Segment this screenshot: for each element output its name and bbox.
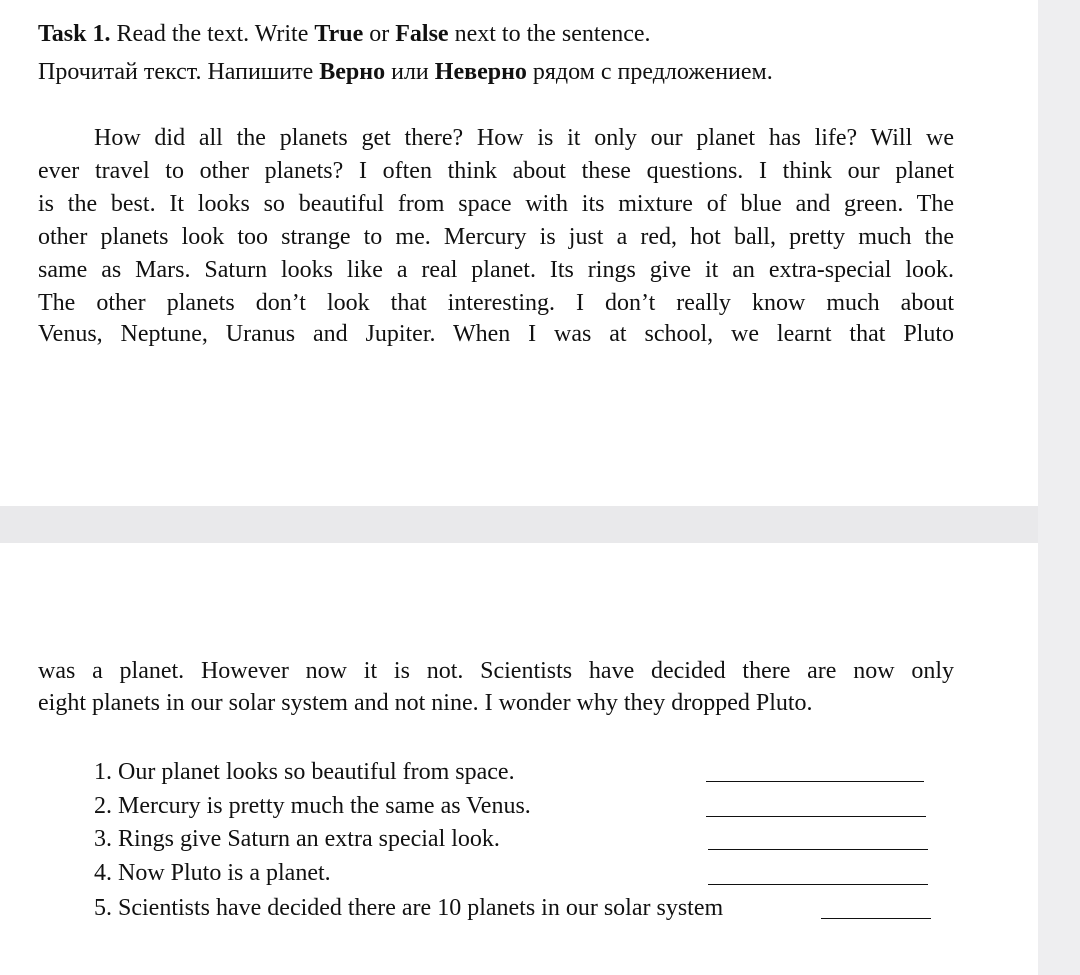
question-1: 1. Our planet looks so beautiful from space. <box>94 759 515 785</box>
answer-blank-5[interactable] <box>821 918 931 919</box>
passage-line: Venus, Neptune, Uranus and Jupiter. When I was at school, we learnt that Pluto <box>38 321 954 347</box>
document-page-1 <box>0 0 1038 506</box>
document-page-2 <box>0 543 1038 975</box>
passage-line: other planets look too strange to me. Mercury is just a red, hot ball, pretty much the <box>38 224 954 250</box>
question-4: 4. Now Pluto is a planet. <box>94 860 331 886</box>
instruction-english: Task 1. Read the text. Write True or False next to the sentence. <box>38 21 651 47</box>
question-2: 2. Mercury is pretty much the same as Venus. <box>94 793 531 819</box>
viewer-background <box>1038 0 1080 975</box>
answer-blank-1[interactable] <box>706 781 924 782</box>
passage-line: eight planets in our solar system and not nine. I wonder why they dropped Pluto. <box>38 690 813 716</box>
instruction-russian: Прочитай текст. Напишите Верно или Неверно рядом с предложением. <box>38 59 773 85</box>
question-5: 5. Scientists have decided there are 10 planets in our solar system <box>94 895 724 921</box>
task-label: Task 1. <box>38 21 111 47</box>
passage-line: is the best. It looks so beautiful from space with its mixture of blue and green. The <box>38 191 954 217</box>
answer-blank-3[interactable] <box>708 849 928 850</box>
question-3: 3. Rings give Saturn an extra special look. <box>94 826 500 852</box>
answer-blank-4[interactable] <box>708 884 928 885</box>
passage-line: same as Mars. Saturn looks like a real planet. Its rings give it an extra-special look. <box>38 257 954 283</box>
passage-line: ever travel to other planets? I often think about these questions. I think our planet <box>38 158 954 184</box>
answer-blank-2[interactable] <box>706 816 926 817</box>
passage-line: How did all the planets get there? How is it only our planet has life? Will we <box>94 125 954 151</box>
passage-line: The other planets don’t look that interesting. I don’t really know much about <box>38 290 954 316</box>
passage-line: was a planet. However now it is not. Scientists have decided there are now only <box>38 658 954 684</box>
